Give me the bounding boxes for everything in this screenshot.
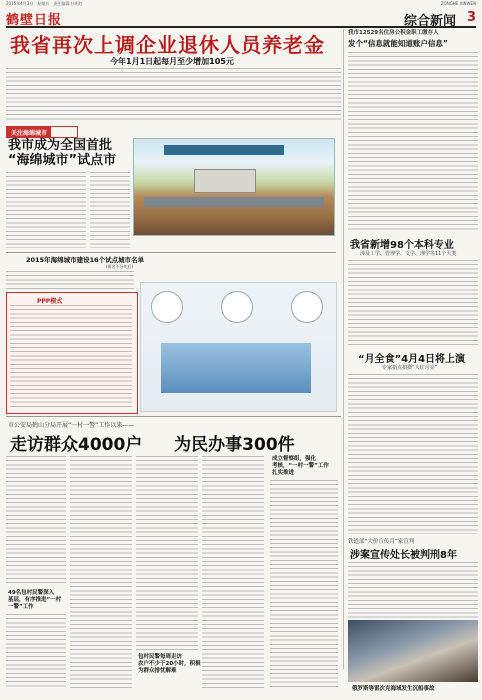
city-list-text bbox=[6, 271, 134, 289]
feature-banner: 关注海绵城市 bbox=[7, 127, 51, 138]
photo-caption: 俄罗斯等雷次克海域发生沉船事故 bbox=[352, 686, 435, 692]
date-line: 2015年4月3日 星期五 责任编辑:杜明红 bbox=[6, 1, 83, 6]
feature-title-line2: “海绵城市”试点市 bbox=[8, 153, 117, 168]
diagram-buildings bbox=[194, 169, 256, 193]
sponge-city-diagram bbox=[133, 138, 335, 236]
story2-sub: 涉及工学、管理学、文学、理学等11个大类 bbox=[360, 251, 457, 257]
feature-banner-box bbox=[6, 126, 78, 138]
bottom-divider bbox=[6, 416, 341, 417]
sponge-infographic bbox=[140, 282, 337, 412]
page-header-strip bbox=[0, 0, 482, 8]
lead-subhead: 今年1月1日起每月至少增加105元 bbox=[110, 57, 234, 66]
side2-title-line3: 为群众排忧解难 bbox=[138, 668, 177, 674]
side1-title-line3: 一警”工作 bbox=[8, 604, 34, 610]
infographic-circle-1 bbox=[151, 291, 183, 323]
infographic-water-cycle bbox=[161, 343, 311, 393]
bottom-kicker: 市公安局鹤山分局开展“一村一警”工作以来—— bbox=[8, 422, 135, 429]
bottom-headline-b: 为民办事300件 bbox=[174, 435, 295, 455]
news-photo bbox=[348, 620, 478, 682]
bottom-col4 bbox=[202, 456, 264, 688]
story4-kicker: 铁道部“大价宣传月”家宣判 bbox=[348, 539, 415, 545]
story3-sub: 专家指点拍摄“大红月亮” bbox=[382, 365, 438, 371]
story1-title: 发个“信息就能知道账户信息” bbox=[348, 39, 448, 48]
bottom-col1 bbox=[6, 456, 66, 586]
story2-body bbox=[348, 260, 478, 346]
story3-body bbox=[348, 374, 478, 534]
page-code: ZONGHE XINWEN bbox=[440, 1, 476, 6]
infographic-circle-2 bbox=[221, 291, 253, 323]
side1-title bbox=[8, 590, 68, 611]
feature-body-text-2 bbox=[90, 172, 130, 248]
bottom-col5 bbox=[270, 480, 338, 688]
section-name: 综合新闻 bbox=[403, 14, 456, 29]
side2-title bbox=[138, 654, 208, 675]
story4-body bbox=[348, 562, 478, 618]
infographic-circle-3 bbox=[291, 291, 323, 323]
feature-body-text bbox=[6, 172, 86, 248]
page-number: 3 bbox=[466, 10, 476, 25]
ppp-box bbox=[6, 292, 138, 414]
story4-title: 涉案宣传处长被判刑8年 bbox=[350, 550, 457, 561]
side1-title-line2: 基层，有序推进“一村 bbox=[8, 597, 62, 603]
column-divider bbox=[343, 29, 344, 669]
newspaper-logo: 鹤壁日报 bbox=[6, 13, 63, 28]
feature-title bbox=[8, 138, 116, 168]
city-list-title: 2015年海绵城市建设16个试点城市名单 bbox=[26, 256, 145, 264]
story1-kicker: 我市12529名住房公积金职工缴存人 bbox=[348, 30, 439, 36]
story3-title: “月全食”4月4日将上演 bbox=[358, 354, 466, 365]
feature-title-line1: 我市成为全国首批 bbox=[8, 138, 113, 153]
side1-title-line1: 49名包村民警深入 bbox=[8, 590, 55, 596]
side3-title-line3: 扎实推进 bbox=[272, 470, 295, 476]
bottom-col2 bbox=[70, 456, 132, 688]
bottom-col3 bbox=[136, 456, 198, 652]
story1-body bbox=[348, 52, 478, 232]
ppp-text bbox=[10, 305, 132, 409]
diagram-title-bar bbox=[164, 145, 284, 155]
masthead bbox=[6, 9, 476, 28]
city-list-subtitle: (排名不分先后) bbox=[106, 264, 134, 269]
side2-title-line1: 包村民警每周走访 bbox=[138, 654, 183, 660]
bottom-col1b bbox=[6, 614, 66, 688]
lead-body-text bbox=[6, 68, 341, 122]
side3-title-line2: 考核，“一村一警”工作 bbox=[272, 463, 329, 469]
ppp-label: PPP模式 bbox=[37, 298, 63, 305]
bottom-headline-a: 走访群众4000户 bbox=[10, 435, 143, 455]
side2-title-line2: 农户不少于20小时，积极 bbox=[138, 661, 201, 667]
diagram-water-layer bbox=[144, 197, 324, 207]
lead-headline: 我省再次上调企业退休人员养老金 bbox=[10, 33, 325, 57]
side3-title-line1: 成立督察组，强化 bbox=[272, 456, 317, 462]
bottom-headline bbox=[10, 430, 295, 455]
side3-title bbox=[272, 456, 338, 477]
story2-title: 我省新增98个本科专业 bbox=[350, 240, 454, 251]
